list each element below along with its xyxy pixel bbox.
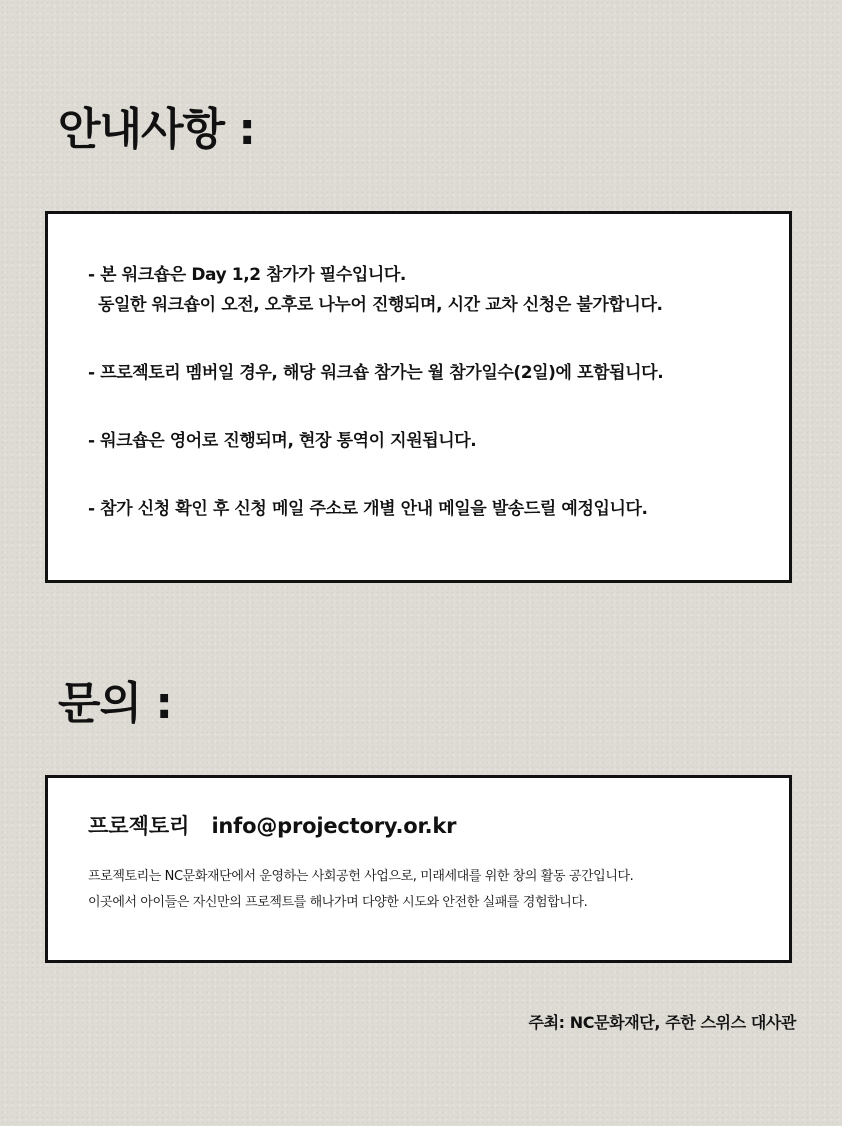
notice-item-line: - 본 워크숍은 Day 1,2 참가가 필수입니다. <box>88 265 406 285</box>
contact-description-line-1: 프로젝토리는 NC문화재단에서 운영하는 사회공헌 사업으로, 미래세대를 위한 창의 활동 공간입니다. <box>88 869 634 884</box>
notice-heading: 안내사항 : <box>58 104 255 155</box>
notice-item-language: - 워크숍은 영어로 진행되며, 현장 통역이 지원됩니다. <box>88 431 477 451</box>
notice-item-workshop-required <box>88 260 749 320</box>
contact-email-link[interactable]: info@projectory.or.kr <box>211 814 457 838</box>
notice-box <box>45 211 792 583</box>
contact-line <box>88 810 749 840</box>
host-credit: 주최: NC문화재단, 주한 스위스 대사관 <box>528 1013 796 1032</box>
contact-description-line-2: 이곳에서 아이들은 자신만의 프로젝트를 해나가며 다양한 시도와 안전한 실패를 경험합니다. <box>88 895 588 910</box>
notice-item-continuation: 동일한 워크숍이 오전, 오후로 나누어 진행되며, 시간 교차 신청은 불가합니다. <box>98 295 663 315</box>
contact-box <box>45 775 792 963</box>
contact-org-name: 프로젝토리 <box>88 814 190 838</box>
notice-item-member-days: - 프로젝토리 멤버일 경우, 해당 워크숍 참가는 월 참가일수(2일)에 포함됩니다. <box>88 363 664 383</box>
notice-item-confirmation-email: - 참가 신청 확인 후 신청 메일 주소로 개별 안내 메일을 발송드릴 예정입니다. <box>88 499 648 519</box>
contact-heading: 문의 : <box>58 678 172 729</box>
